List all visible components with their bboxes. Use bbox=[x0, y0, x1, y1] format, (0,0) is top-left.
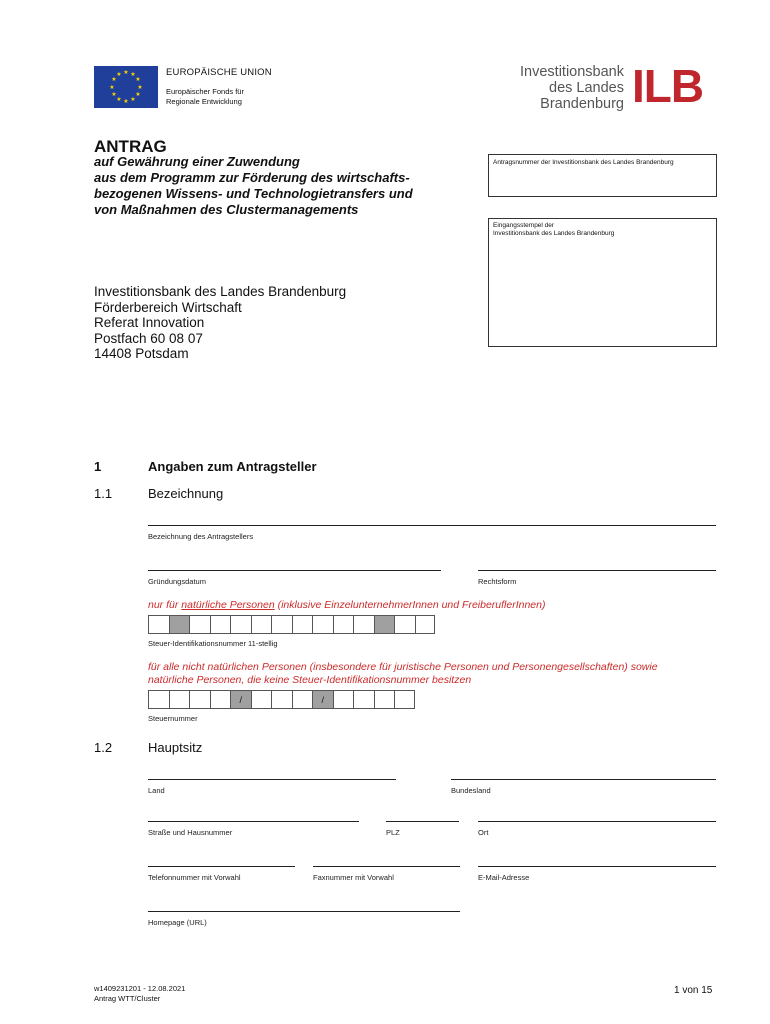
email-field[interactable] bbox=[478, 866, 716, 867]
digit-cell[interactable] bbox=[292, 615, 313, 634]
eu-flag-icon bbox=[94, 66, 158, 108]
homepage-label: Homepage (URL) bbox=[148, 918, 207, 927]
ilb-logo-mark: ILB bbox=[632, 60, 704, 112]
fax-field[interactable] bbox=[313, 866, 460, 867]
ilb-logo-line: Brandenburg bbox=[540, 96, 624, 112]
svg-text:★: ★ bbox=[111, 76, 117, 83]
svg-text:★: ★ bbox=[116, 96, 122, 103]
plz-field[interactable] bbox=[386, 821, 459, 822]
svg-text:★: ★ bbox=[111, 91, 117, 98]
note-line: für alle nicht natürlichen Personen (insbesondere für juristische Personen und Personengesellschaften) sowie bbox=[148, 661, 658, 673]
digit-cell[interactable] bbox=[189, 615, 210, 634]
steuernummer-label: Steuernummer bbox=[148, 714, 198, 723]
strasse-label: Straße und Hausnummer bbox=[148, 828, 233, 837]
bezeichnung-label: Bezeichnung des Antragstellers bbox=[148, 532, 254, 541]
subsection-title: Bezeichnung bbox=[148, 486, 224, 501]
document-title: ANTRAG bbox=[94, 137, 167, 156]
digit-cell[interactable] bbox=[169, 615, 190, 634]
svg-text:★: ★ bbox=[123, 98, 129, 105]
digit-cell[interactable] bbox=[394, 690, 415, 709]
digit-cell[interactable] bbox=[374, 615, 395, 634]
subtitle-line: bezogenen Wissens- und Technologietransfers und bbox=[94, 186, 413, 201]
note-text: (inklusive EinzelunternehmerInnen und FreiberuflerInnen) bbox=[274, 599, 546, 611]
eingangsstempel-box bbox=[488, 218, 717, 347]
eu-subtitle bbox=[166, 87, 244, 107]
document-subtitle bbox=[94, 154, 464, 218]
digit-cell[interactable] bbox=[189, 690, 210, 709]
separator-cell: / bbox=[312, 690, 333, 709]
eu-subtitle-line: Europäischer Fonds für bbox=[166, 87, 244, 96]
footer-info bbox=[94, 984, 185, 1004]
stamp-label-line: Eingangsstempel der bbox=[493, 222, 555, 229]
non-natural-persons-note bbox=[148, 661, 718, 687]
digit-cell[interactable] bbox=[292, 690, 313, 709]
svg-text:★: ★ bbox=[109, 84, 115, 91]
ort-label: Ort bbox=[478, 828, 489, 837]
antragsnummer-label: Antragsnummer der Investitionsbank des Landes Brandenburg bbox=[493, 159, 674, 166]
digit-cell[interactable] bbox=[251, 615, 272, 634]
land-label: Land bbox=[148, 786, 165, 795]
address-line: 14408 Potsdam bbox=[94, 346, 189, 361]
steuer-id-input[interactable] bbox=[148, 615, 435, 634]
bundesland-label: Bundesland bbox=[451, 786, 491, 795]
steuer-id-label: Steuer-Identifikationsnummer 11-stellig bbox=[148, 639, 278, 648]
digit-cell[interactable] bbox=[230, 615, 251, 634]
digit-cell[interactable] bbox=[374, 690, 395, 709]
ort-field[interactable] bbox=[478, 821, 716, 822]
svg-text:★: ★ bbox=[135, 91, 141, 98]
footer-name: Antrag WTT/Cluster bbox=[94, 994, 161, 1003]
rechtsform-field[interactable] bbox=[478, 570, 716, 571]
subtitle-line: aus dem Programm zur Förderung des wirtschafts- bbox=[94, 170, 410, 185]
subtitle-line: auf Gewährung einer Zuwendung bbox=[94, 154, 300, 169]
svg-text:★: ★ bbox=[137, 84, 143, 91]
digit-cell[interactable] bbox=[333, 615, 354, 634]
gruendungsdatum-field[interactable] bbox=[148, 570, 441, 571]
note-text: nur für bbox=[148, 599, 182, 611]
subtitle-line: von Maßnahmen des Clustermanagements bbox=[94, 202, 359, 217]
address-line: Investitionsbank des Landes Brandenburg bbox=[94, 284, 347, 299]
svg-text:★: ★ bbox=[123, 69, 129, 76]
homepage-field[interactable] bbox=[148, 911, 460, 912]
telefon-label: Telefonnummer mit Vorwahl bbox=[148, 873, 241, 882]
svg-text:★: ★ bbox=[130, 71, 136, 78]
digit-cell[interactable] bbox=[271, 615, 292, 634]
digit-cell[interactable] bbox=[169, 690, 190, 709]
page-number: 1 von 15 bbox=[674, 985, 713, 996]
digit-cell[interactable] bbox=[333, 690, 354, 709]
section-number: 1 bbox=[94, 459, 102, 474]
address-line: Förderbereich Wirtschaft bbox=[94, 299, 242, 315]
digit-cell[interactable] bbox=[210, 615, 231, 634]
digit-cell[interactable] bbox=[148, 615, 169, 634]
telefon-field[interactable] bbox=[148, 866, 295, 867]
gruendungsdatum-label: Gründungsdatum bbox=[148, 577, 206, 586]
natural-persons-note bbox=[148, 599, 546, 612]
recipient-address bbox=[94, 284, 346, 362]
digit-cell[interactable] bbox=[353, 690, 374, 709]
digit-cell[interactable] bbox=[148, 690, 169, 709]
subsection-number: 1.1 bbox=[94, 486, 113, 501]
digit-cell[interactable] bbox=[210, 690, 231, 709]
eu-title: EUROPÄISCHE UNION bbox=[166, 67, 272, 78]
digit-cell[interactable] bbox=[312, 615, 333, 634]
subsection-title: Hauptsitz bbox=[148, 740, 203, 755]
address-line: Referat Innovation bbox=[94, 315, 205, 330]
subsection-number: 1.2 bbox=[94, 740, 113, 755]
bundesland-field[interactable] bbox=[451, 779, 716, 780]
footer-code: w1409231201 - 12.08.2021 bbox=[94, 984, 186, 993]
svg-text:★: ★ bbox=[135, 76, 141, 83]
section-title: Angaben zum Antragsteller bbox=[148, 459, 317, 474]
fax-label: Faxnummer mit Vorwahl bbox=[313, 873, 394, 882]
plz-label: PLZ bbox=[386, 828, 400, 837]
land-field[interactable] bbox=[148, 779, 396, 780]
bezeichnung-field[interactable] bbox=[148, 525, 716, 526]
digit-cell[interactable] bbox=[251, 690, 272, 709]
antragsnummer-box[interactable] bbox=[488, 154, 717, 197]
svg-text:★: ★ bbox=[116, 71, 122, 78]
digit-cell[interactable] bbox=[394, 615, 415, 634]
eu-subtitle-line: Regionale Entwicklung bbox=[166, 97, 242, 106]
svg-text:★: ★ bbox=[130, 96, 136, 103]
ilb-logo-line: Investitionsbank bbox=[520, 64, 624, 80]
ilb-logo-text bbox=[510, 64, 624, 112]
digit-cell[interactable] bbox=[271, 690, 292, 709]
eingangsstempel-label bbox=[493, 222, 614, 238]
digit-cell[interactable] bbox=[353, 615, 374, 634]
digit-cell[interactable] bbox=[415, 615, 436, 634]
address-line: Postfach 60 08 07 bbox=[94, 330, 203, 346]
rechtsform-label: Rechtsform bbox=[478, 577, 517, 586]
stamp-label-line: Investitionsbank des Landes Brandenburg bbox=[493, 230, 615, 237]
steuernummer-input[interactable] bbox=[148, 690, 415, 709]
ilb-logo-line: des Landes bbox=[549, 80, 624, 96]
note-line: natürliche Personen, die keine Steuer-Identifikationsnummer besitzen bbox=[148, 674, 472, 686]
strasse-field[interactable] bbox=[148, 821, 359, 822]
separator-cell: / bbox=[230, 690, 251, 709]
note-underlined-text: natürliche Personen bbox=[181, 599, 275, 611]
email-label: E-Mail-Adresse bbox=[478, 873, 530, 882]
